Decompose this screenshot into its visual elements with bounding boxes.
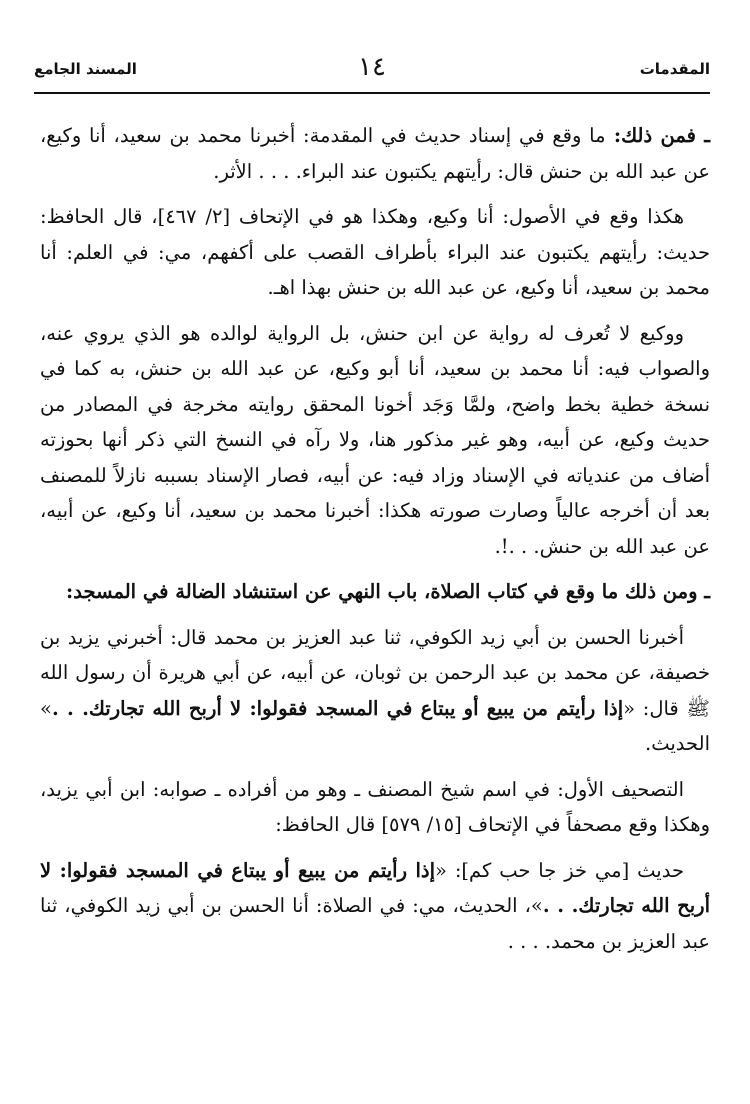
book-title: المسند الجامع [34, 60, 137, 78]
paragraph-segment: ما وقع في إسناد حديث في المقدمة: أخبرنا محمد بن سعيد، أنا وكيع، عن عبد الله بن حنش قال: رأيتهم يكتبون عند البراء. . . . الأثر. [40, 124, 710, 183]
paragraph-segment: إذا رأيتم من يبيع أو يبتاع في المسجد فقولوا: لا أربح الله تجارتك. . . [51, 696, 624, 720]
paragraph-segment: التصحيف الأول: في اسم شيخ المصنف ـ وهو من أفراده ـ صوابه: ابن أبي يزيد، وهكذا وقع مصحفاً في الإتحاف [١٥/ ٥٧٩] قال الحافظ: [40, 777, 710, 836]
paragraph-2 [40, 199, 710, 306]
paragraph-1 [40, 118, 710, 189]
page-header [34, 52, 710, 94]
paragraph-3 [40, 316, 710, 565]
paragraph-segment: أخبرنا الحسن بن أبي زيد الكوفي، ثنا عبد العزيز بن محمد قال: أخبرني يزيد بن خصيفة، عن محمد بن عبد الرحمن بن ثوبان، عن أبيه، عن أبي هريرة أن رسول الله ﷺ قال: « [40, 625, 710, 720]
paragraph-segment: حديث [مي خز جا حب كم]: « [435, 858, 684, 882]
paragraph-4 [40, 574, 710, 610]
section-title: المقدمات [639, 60, 710, 78]
paragraph-7 [40, 853, 710, 960]
paragraph-segment: ـ ومن ذلك ما وقع في كتاب الصلاة، باب النهي عن استنشاد الضالة في المسجد: [66, 580, 710, 603]
paragraph-segment: » الحديث. [40, 696, 710, 755]
paragraph-segment: هكذا وقع في الأصول: أنا وكيع، وهكذا هو في الإتحاف [٢/ ٤٦٧]، قال الحافظ: حديث: رأيتهم يكتبون عند البراء بأطراف القصب على أكفهم، مي: في العلم: أنا محمد بن سعيد، أنا وكيع، عن عبد الله بن حنش بهذا اهـ. [40, 205, 710, 299]
paragraph-5 [40, 620, 710, 762]
paragraph-segment: ـ فمن ذلك: [605, 124, 710, 147]
page-number: ١٤ [358, 52, 386, 82]
paragraph-segment: ووكيع لا تُعرف له رواية عن ابن حنش، بل الرواية لوالده هو الذي يروي عنه، والصواب فيه: أنا محمد بن سعيد، أنا أبو وكيع، عن عبد الله بن حنش، به كما في نسخة خطية بخط واضح، ولمَّا وَجَد أخونا المحقق روايته مخرجة في المصادر من حديث وكيع، عن أبيه، وهو غير مذكور هنا، ولا رآه في النسخ التي ذكر أنها بحوزته أضاف من عندياته في الإسناد وزاد فيه: عن أبيه، فصار الإسناد بسببه نازلاً للمصنف بعد أن أخرجه عالياً وصارت صورته هكذا: أخبرنا محمد بن سعيد، أنا وكيع، عن أبيه، عن عبد الله بن حنش. . .!. [40, 321, 710, 558]
paragraph-6 [40, 772, 710, 843]
paragraph-segment: إذا رأيتم من يبيع أو يبتاع في المسجد فقولوا: لا أربح الله تجارتك. . . [40, 858, 710, 917]
paragraph-segment: »، الحديث، مي: في الصلاة: أنا الحسن بن أبي زيد الكوفي، ثنا عبد العزيز بن محمد. . . . [40, 894, 710, 953]
body-text [40, 118, 710, 969]
